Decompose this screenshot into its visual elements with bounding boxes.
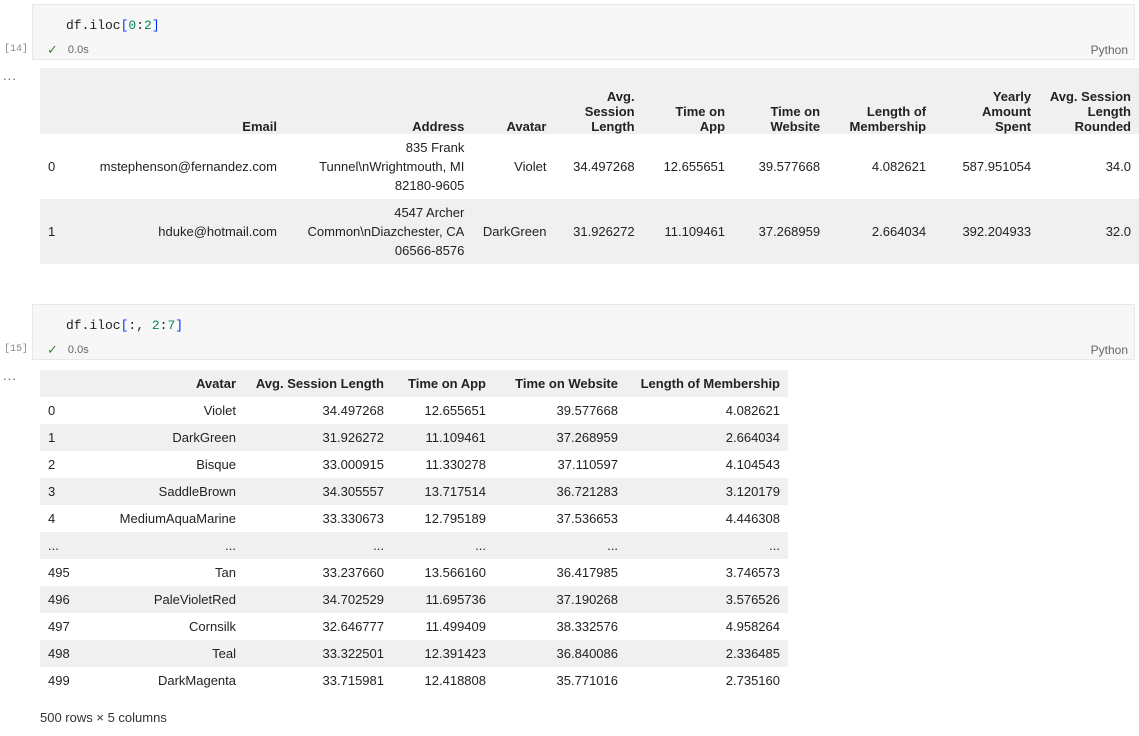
table-cell: 31.926272	[573, 224, 635, 239]
output-menu-icon[interactable]: ...	[3, 68, 17, 83]
table-cell: 36.840086	[556, 646, 618, 661]
column-header: Avg. Session Length	[255, 376, 384, 391]
table-cell: 11.330278	[425, 457, 486, 472]
table-cell: 4547 Archer Common\nDiazchester, CA 06566-8576	[307, 205, 465, 258]
table-cell: 12.655651	[424, 403, 486, 418]
table-cell: 38.332576	[556, 619, 618, 634]
table-row	[40, 667, 788, 694]
code-token: [	[120, 18, 129, 33]
table-cell: 37.536653	[556, 511, 618, 526]
table-cell: 33.330673	[322, 511, 384, 526]
table-cell: Bisque	[196, 457, 236, 472]
table-cell: 34.497268	[322, 403, 384, 418]
column-header: Yearly Amount Spent	[982, 89, 1032, 134]
table-cell: 3.746573	[725, 565, 780, 580]
table-cell: Tan	[215, 565, 236, 580]
table-header-row	[40, 370, 788, 397]
table-row	[40, 397, 788, 424]
table-cell: 37.110597	[557, 457, 618, 472]
code-line[interactable]	[66, 18, 160, 33]
table-cell: Violet	[203, 403, 236, 418]
column-header: Time on Website	[770, 104, 821, 134]
row-index: 1	[48, 224, 56, 239]
code-token: 0	[128, 18, 137, 33]
table-cell: 34.305557	[322, 484, 384, 499]
table-cell: Teal	[212, 646, 236, 661]
table-cell: 37.268959	[758, 224, 821, 239]
code-line[interactable]	[66, 318, 183, 333]
row-index: 0	[48, 403, 56, 418]
column-header: Time on Website	[515, 376, 618, 391]
code-token: ]	[151, 18, 160, 33]
column-header: Length of Membership	[849, 104, 927, 134]
dataframe-shape: 500 rows × 5 columns	[40, 710, 167, 725]
table-cell: 33.237660	[322, 565, 384, 580]
column-header: Avg. Session Length Rounded	[1049, 89, 1131, 134]
exec-time: 0.0s	[67, 44, 89, 56]
code-token: :,	[128, 318, 152, 333]
table-cell: 4.082621	[725, 403, 780, 418]
table-cell: DarkMagenta	[157, 673, 236, 688]
column-header: Time on App	[408, 376, 486, 391]
row-index: 495	[48, 565, 70, 580]
check-icon: ✓	[47, 342, 58, 357]
table-header-row	[40, 68, 1139, 134]
row-index: 499	[48, 673, 70, 688]
table-row	[40, 613, 788, 640]
dataframe-output-2	[40, 370, 788, 694]
code-cell-14[interactable]	[32, 4, 1135, 60]
table-cell: 12.418808	[424, 673, 486, 688]
column-header: Avatar	[196, 376, 236, 391]
table-row	[40, 505, 788, 532]
table-cell: 4.446308	[725, 511, 780, 526]
table-cell: 37.268959	[556, 430, 618, 445]
column-header	[40, 68, 71, 134]
table-cell: 33.000915	[322, 457, 384, 472]
table-cell: 2.664034	[725, 430, 780, 445]
column-header	[40, 370, 86, 397]
column-header: Email	[242, 119, 277, 134]
table-cell: 12.655651	[663, 159, 726, 174]
table-cell: 34.497268	[573, 159, 635, 174]
execution-count: [15]	[3, 344, 28, 355]
code-token: df.iloc	[66, 318, 121, 333]
table-cell: 37.190268	[556, 592, 618, 607]
table-cell: 34.0	[1105, 159, 1131, 174]
table-row	[40, 199, 1139, 264]
code-token: [	[120, 318, 129, 333]
column-header: Avg. Session Length	[584, 89, 635, 134]
table-cell: 35.771016	[556, 673, 618, 688]
table-cell: 4.082621	[871, 159, 927, 174]
code-token: :	[136, 18, 145, 33]
row-index: 3	[48, 484, 56, 499]
table-cell: PaleVioletRed	[153, 592, 236, 607]
row-index: ...	[48, 538, 59, 553]
row-index: 4	[48, 511, 56, 526]
table-cell: 39.577668	[758, 159, 821, 174]
table-row	[40, 532, 788, 559]
table-cell: 33.715981	[322, 673, 384, 688]
table-cell: Violet	[514, 159, 547, 174]
table-cell: 33.322501	[322, 646, 384, 661]
table-cell: 11.499409	[425, 619, 486, 634]
language-label[interactable]: Python	[1090, 43, 1128, 57]
row-index: 0	[48, 159, 56, 174]
table-row	[40, 451, 788, 478]
table-row	[40, 424, 788, 451]
check-icon: ✓	[47, 42, 58, 57]
dataframe-output-1	[40, 68, 1139, 264]
table-cell: 32.646777	[322, 619, 384, 634]
execution-count: [14]	[3, 44, 28, 55]
table-cell: Cornsilk	[189, 619, 236, 634]
table-cell: ...	[475, 538, 486, 553]
execution-status	[47, 342, 89, 358]
code-cell-15[interactable]	[32, 304, 1135, 360]
table-cell: 4.958264	[725, 619, 780, 634]
table-cell: 36.417985	[556, 565, 618, 580]
code-token: :	[159, 318, 168, 333]
table-cell: mstephenson@fernandez.com	[99, 159, 277, 174]
table-cell: ...	[373, 538, 384, 553]
table-cell: 13.566160	[424, 565, 486, 580]
table-cell: 13.717514	[424, 484, 486, 499]
table-cell: ...	[225, 538, 236, 553]
row-index: 1	[48, 430, 56, 445]
table-row	[40, 640, 788, 667]
column-header: Avatar	[506, 119, 547, 134]
table-cell: ...	[607, 538, 618, 553]
table-cell: 2.336485	[725, 646, 780, 661]
table-cell: 11.109461	[664, 224, 726, 239]
table-cell: 12.391423	[424, 646, 486, 661]
exec-time: 0.0s	[67, 344, 89, 356]
table-cell: 31.926272	[322, 430, 384, 445]
table-row	[40, 559, 788, 586]
row-index: 2	[48, 457, 56, 472]
table-cell: 36.721283	[556, 484, 618, 499]
table-cell: 32.0	[1105, 224, 1131, 239]
table-cell: 392.204933	[962, 224, 1032, 239]
table-cell: 12.795189	[424, 511, 486, 526]
table-cell: 2.735160	[725, 673, 780, 688]
table-cell: 39.577668	[556, 403, 618, 418]
code-token: ]	[175, 318, 184, 333]
table-row	[40, 134, 1139, 199]
table-cell: 4.104543	[725, 457, 780, 472]
table-cell: 3.120179	[725, 484, 780, 499]
table-cell: hduke@hotmail.com	[158, 224, 277, 239]
table-cell: MediumAquaMarine	[119, 511, 236, 526]
table-cell: DarkGreen	[482, 224, 547, 239]
code-token: 2	[144, 18, 152, 33]
column-header: Time on App	[675, 104, 726, 134]
table-cell: 835 Frank Tunnel\nWrightmouth, MI 82180-9605	[319, 140, 465, 193]
table-cell: SaddleBrown	[158, 484, 236, 499]
code-token: df.iloc	[66, 18, 121, 33]
output-menu-icon[interactable]: ...	[3, 368, 17, 383]
table-row	[40, 586, 788, 613]
table-cell: 11.695736	[425, 592, 486, 607]
table-cell: 3.576526	[725, 592, 780, 607]
table-cell: 2.664034	[871, 224, 927, 239]
table-cell: 34.702529	[322, 592, 384, 607]
table-row	[40, 478, 788, 505]
code-token: 7	[167, 318, 176, 333]
table-cell: 587.951054	[962, 159, 1032, 174]
language-label[interactable]: Python	[1090, 343, 1128, 357]
row-index: 496	[48, 592, 70, 607]
table-cell: 11.109461	[425, 430, 486, 445]
row-index: 498	[48, 646, 70, 661]
column-header: Length of Membership	[640, 376, 780, 391]
execution-status	[47, 42, 89, 58]
code-token: 2	[151, 318, 160, 333]
column-header: Address	[412, 119, 465, 134]
table-cell: DarkGreen	[172, 430, 236, 445]
table-cell: ...	[769, 538, 780, 553]
row-index: 497	[48, 619, 70, 634]
